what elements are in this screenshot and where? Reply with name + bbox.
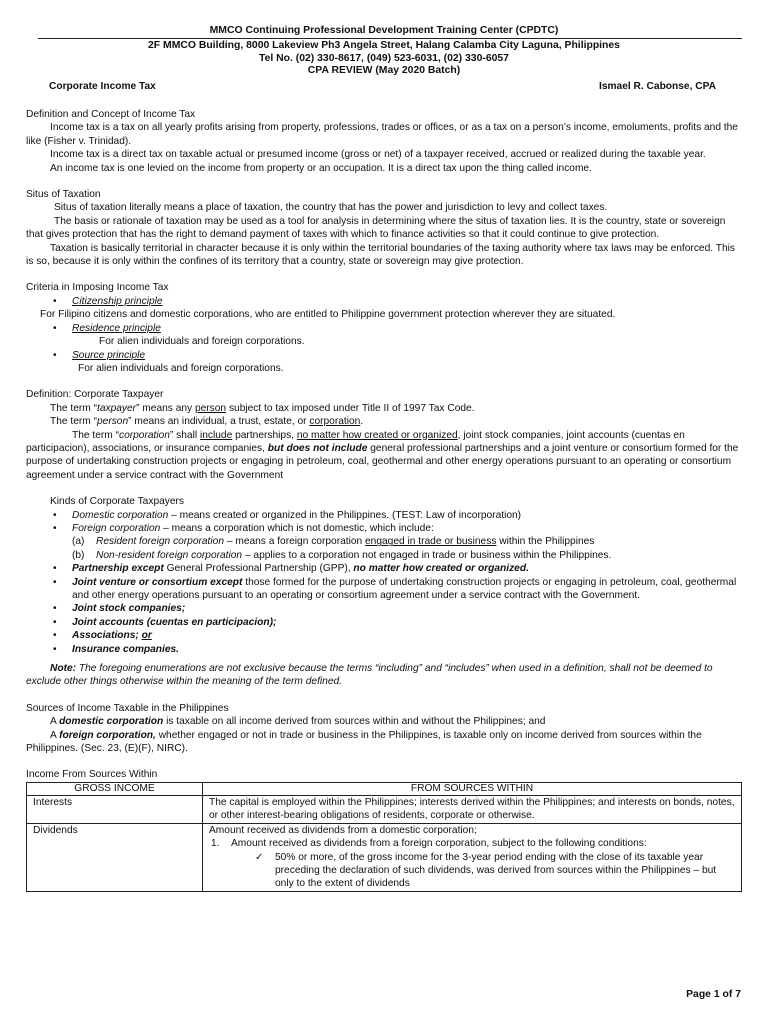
checked-item: ✓ 50% or more, of the gross income for the 3-year period ending with the close of its taxable year preceding the declaration of such dividends, was derived from sources within the Philippines – but only to the extent of dividends [255,851,717,890]
section-heading-corporate-taxpayer: Definition: Corporate Taxpayer [26,389,164,401]
section-heading-situs: Situs of Taxation [26,189,101,201]
kind-item: • Joint accounts (cuentas en participacion); [53,616,277,628]
kind-item: • Insurance companies. [53,643,180,655]
kind-item: • Joint venture or consortium except those formed for the purpose of undertaking construction projects or engaging in petroleum, coal, geothermal and other energy operations pursuant to an operating or consortium agreement under a service contract with the Government. [53,576,737,601]
numbered-item: 1. Amount received as dividends from a foreign corporation, subject to the following conditions: [211,838,647,850]
header-rule [38,38,742,39]
criteria-item [26,295,742,308]
document-body [26,108,742,892]
table-cell-text: The capital is employed within the Philippines; interests derived within the Philippines; and interests on bonds, notes, or other interest-bearing obligations of residents, corporate or otherwise. [203,795,742,823]
author-name: Ismael R. Cabonse, CPA [598,81,716,92]
criteria-text: For alien individuals and foreign corporations. [78,362,284,374]
paragraph: Income tax is a tax on all yearly profits arising from property, professions, trades or offices, or as a tax on a person’s income, emoluments, profits and the like (Fisher v. Trinidad). [26,122,738,147]
section-heading-income-within: Income From Sources Within [26,769,158,781]
paragraph: Income tax is a direct tax on taxable actual or presumed income (gross or net) of a taxpayer received, accrued or realized during the taxable year. [50,149,706,161]
definition-taxpayer: The term “taxpayer” means any person subject to tax imposed under Title II of 1997 Tax Code. [50,402,475,414]
criteria-item [26,349,742,362]
column-header: FROM SOURCES WITHIN [203,782,742,795]
bullet-icon: • [53,349,57,361]
table-row [27,795,742,823]
table-cell-text: Amount received as dividends from a domestic corporation; 1. Amount received as dividends from a foreign corporation, subject to the following conditions: ✓ 50% or more, of the gross income for the 3-year period ending with the close of its taxable year preceding the declaration of such dividends, was derived from sources within the Philippines – but only to the extent of dividends [203,823,742,891]
header-block [0,40,768,78]
section-heading-criteria: Criteria in Imposing Income Tax [26,282,169,294]
kind-item: • Associations; or [53,630,152,642]
table-header-row [27,782,742,795]
criteria-text: For Filipino citizens and domestic corporations, who are entitled to Philippine government protection wherever they are situated. [40,309,616,321]
column-header: GROSS INCOME [27,782,203,795]
paragraph: A foreign corporation, whether engaged or not in trade or business in the Philippines, is taxable only on income derived from sources within the Philippines. (Sec. 23, (E)(F), NIRC). [26,729,702,755]
paragraph: A domestic corporation is taxable on all income derived from sources within and without the Philippines; and [50,716,546,728]
center-telephone: Tel No. (02) 330-8617, (049) 523-6031, (02) 330-6057 [259,52,509,64]
bullet-icon: • [53,295,57,307]
income-sources-table [26,782,742,892]
criteria-label: Residence principle [72,322,161,334]
kind-item: • Foreign corporation – means a corporation which is not domestic, which include: [53,522,434,534]
page-number: Page 1 of 7 [686,989,741,1000]
kind-subitem: (a) Resident foreign corporation – means a foreign corporation engaged in trade or business within the Philippines [72,536,595,548]
paragraph: The basis or rationale of taxation may be used as a tool for analysis in determining where the situs of taxation lies. It is the country, state or sovereign that gives protection that has the right to demand payment of taxes with which to finance activities so that it could continue to give protection. [26,215,726,241]
center-address: 2F MMCO Building, 8000 Lakeview Ph3 Angela Street, Halang Calamba City Laguna, Philippines [148,40,620,51]
table-cell-label: Interests [27,795,203,823]
check-icon: ✓ [255,851,264,863]
section-heading-sources: Sources of Income Taxable in the Philippines [26,702,229,714]
kind-item: • Partnership except General Professional Partnership (GPP), no matter how created or organized. [53,563,529,575]
criteria-text: For alien individuals and foreign corporations. [99,336,305,348]
kind-subitem: (b) Non-resident foreign corporation – applies to a corporation not engaged in trade or business within the Philippines. [72,549,612,561]
definition-corporation: The term “corporation” shall include partnerships, no matter how created or organized, joint stock companies, joint accounts (cuentas en participacion), associations, or insurance companies, but does not include general professional partnerships and a joint venture or consortium formed for the purpose of undertaking construction projects or engaging in petroleum, coal, geothermal and other energy operations pursuant to an operating or consortium agreement under a service contract with the Government [26,429,739,481]
criteria-label: Citizenship principle [72,295,163,307]
kind-item: • Domestic corporation – means created or organized in the Philippines. (TEST: Law of incorporation) [53,509,522,521]
section-heading-income-tax-definition: Definition and Concept of Income Tax [26,109,196,120]
bullet-icon: • [53,322,57,334]
center-title: MMCO Continuing Professional Development Training Center (CPDTC) [209,25,559,36]
paragraph: Taxation is basically territorial in character because it is only within the territorial boundaries of the taxing authority where tax laws may be enforced. This is so, because it is only within the confines of its territory that a country, state or sovereign may give protection. [26,242,735,268]
criteria-item [26,322,742,335]
table-row [27,823,742,891]
subject-title: Corporate Income Tax [49,81,156,92]
paragraph: Situs of taxation literally means a place of taxation, the country that has the power and jurisdiction to levy and collect taxes. [54,202,608,214]
review-batch: CPA REVIEW (May 2020 Batch) [307,65,461,77]
table-cell-label: Dividends [27,823,203,891]
paragraph: An income tax is one levied on the income from property or an occupation. It is a direct tax upon the thing called income. [50,162,592,174]
kind-item: • Joint stock companies; [53,603,186,615]
note-paragraph: Note: The foregoing enumerations are not exclusive because the terms “including” and “includes” when used in a definition, shall not be deemed to exclude other things otherwise within the meaning of the term defined. [26,663,713,688]
definition-person: The term “person” means an individual, a trust, estate, or corporation. [50,416,364,428]
section-heading-kinds: Kinds of Corporate Taxpayers [50,496,185,508]
criteria-label: Source principle [72,349,146,361]
